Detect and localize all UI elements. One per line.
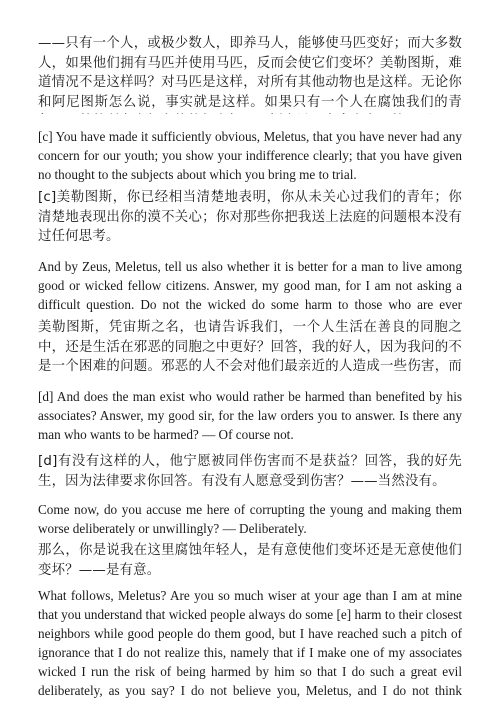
english-paragraph: [c] You have made it sufficiently obvious, Meletus, that you have never had any concern for our youth; you show your indifference clearly; that you have given no thought to the subjects about which you bring me to trial. <box>38 129 462 182</box>
chinese-paragraph: 美勒图斯，凭宙斯之名，也请告诉我们，一个人生活在善良的同胞之中，还是生活在邪恶的同胞之中更好？回答，我的好人，因为我问的不是一个困难的问题。邪恶的人不会对他们最亲近的人造成一些伤害，而 <box>38 320 462 374</box>
english-paragraph: And by Zeus, Meletus, tell us also whether it is better for a man to live among good or wicked fellow citizens. Answer, my good man, for I am not asking a difficult question. Do not the wicked do some harm to those who are ever <box>38 259 462 312</box>
chinese-paragraph: [d]有没有这样的人，他宁愿被同伴伤害而不是获益？回答，我的好先生，因为法律要求你回答。有没有人愿意受到伤害？——当然没有。 <box>38 454 462 489</box>
chinese-paragraph: [c]美勒图斯，你已经相当清楚地表明，你从未关心过我们的青年；你清楚地表现出你的漠不关心；你对那些你把我送上法庭的问题根本没有过任何思考。 <box>38 190 462 244</box>
english-paragraph: [d] And does the man exist who would rather be harmed than benefited by his associates? Answer, my good sir, for the law orders you to answer. Is there any man who wants to be harmed? — Of course not. <box>38 389 462 442</box>
chinese-paragraph: 那么，你是说我在这里腐蚀年轻人，是有意使他们变坏还是无意使他们变坏？——是有意。 <box>38 543 462 578</box>
english-paragraph: What follows, Meletus? Are you so much wiser at your age than I am at mine that you understand that wicked people always do some [e] harm to their closest neighbors while good people do them good, but I have reached such a pitch of ignorance that I do not realize this, namely that if I make one of my associates wicked I run the risk of being harmed by him so that I do such a great evil deliberately, as you say? I do not believe you, Meletus, and I do not think <box>38 588 462 698</box>
chinese-paragraph: ——只有一个人，或极少数人，即养马人，能够使马匹变好；而大多数人，如果他们拥有马匹并使用马匹，反而会使它们变坏？美勒图斯，难道情况不是这样吗？对马匹是这样，对所有其他动物也是这样。无论你和阿尼图斯怎么说，事实就是这样。如果只有一个人在腐蚀我们的青 <box>38 36 462 110</box>
english-paragraph: Come now, do you accuse me here of corrupting the young and making them worse deliberately or unwillingly? — Deliberately. <box>38 502 462 536</box>
